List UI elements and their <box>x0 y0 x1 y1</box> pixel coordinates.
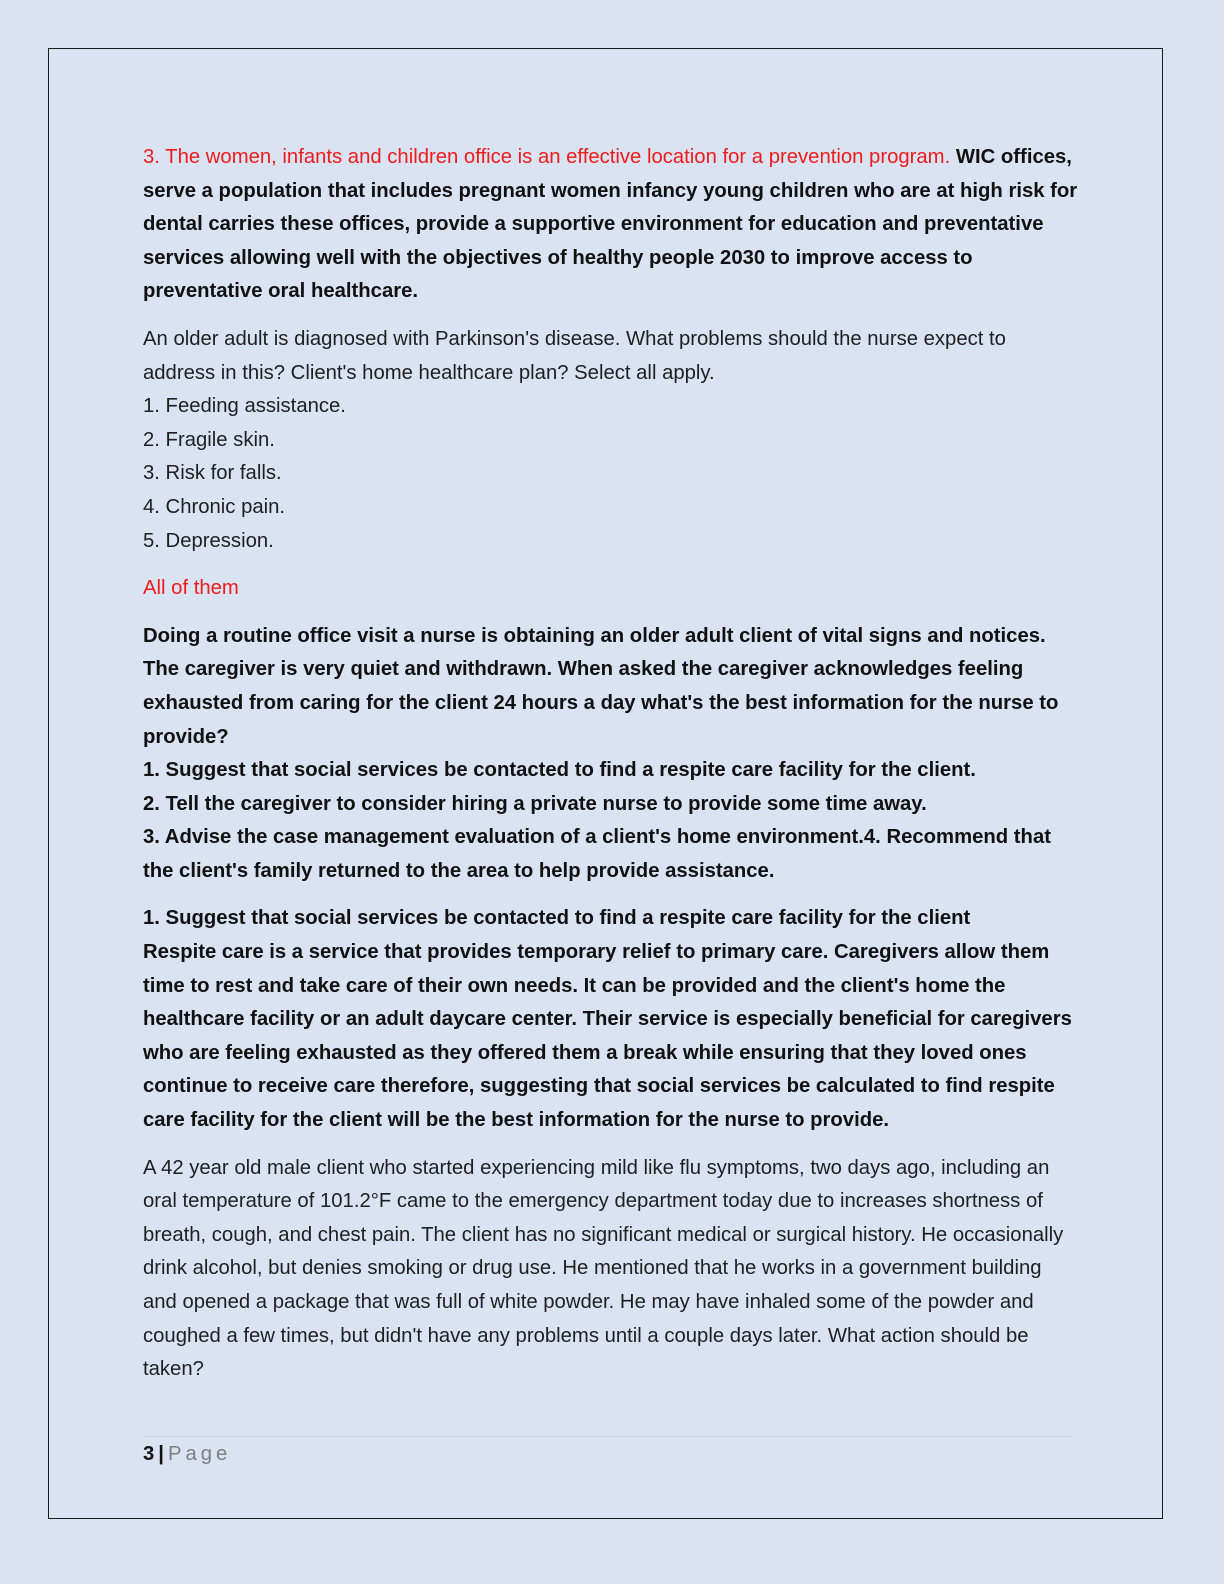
answer-rationale: Respite care is a service that provides temporary relief to primary care. Caregivers allow them time to rest and take care of their own needs. It can be provided and the client's home the healthcare facility or an adult daycare center. Their service is especially beneficial for caregivers who are feeling exhausted as they offered them a break while ensuring that they loved ones continue to receive care therefore, suggesting that social services be calculated to find respite care facility for the client will be the best information for the nurse to provide. <box>143 941 1072 1132</box>
option-item: 5. Depression. <box>143 529 274 552</box>
footer-divider <box>143 1436 1073 1437</box>
wic-answer-heading: 3. The women, infants and children office is an effective location for a prevention program. <box>143 146 951 168</box>
parkinsons-question <box>143 323 1078 558</box>
option-item: 2. Fragile skin. <box>143 428 275 451</box>
footer-separator: | <box>158 1443 164 1465</box>
option-item: 2. Tell the caregiver to consider hiring a private nurse to provide some time away. <box>143 792 927 815</box>
document-body <box>143 141 1078 1401</box>
caregiver-question <box>143 620 1078 889</box>
option-item: 4. Chronic pain. <box>143 495 286 518</box>
option-item: 3. Risk for falls. <box>143 462 282 485</box>
wic-paragraph <box>143 141 1078 309</box>
anthrax-question: A 42 year old male client who started experiencing mild like flu symptoms, two days ago, including an oral temperature of 101.2°F came to the emergency department today due to increases shortness of breath, cough, and chest pain. The client has no significant medical or surgical history. He occasionally drink alcohol, but denies smoking or drug use. He mentioned that he works in a government building and opened a package that was full of white powder. He may have inhaled some of the powder and coughed a few times, but didn't have any problems until a couple days later. What action should be taken? <box>143 1156 1064 1381</box>
caregiver-answer <box>143 902 1078 1137</box>
option-item: 3. Advise the case management evaluation of a client's home environment.4. Recommend that the client's family returned to the area to help provide assistance. <box>143 826 1051 882</box>
wic-rationale: WIC offices, serve a population that includes pregnant women infancy young children who are at high risk for dental carries these offices, provide a supportive environment for education and preventative services allowing well with the objectives of healthy people 2030 to improve access to preventative oral healthcare. <box>143 146 1078 303</box>
page-footer <box>143 1441 231 1467</box>
question-stem: An older adult is diagnosed with Parkinson's disease. What problems should the nurse expect to address in this? Client's home healthcare plan? Select all apply. <box>143 327 1006 384</box>
page-number: 3 <box>143 1443 155 1465</box>
option-item: 1. Suggest that social services be contacted to find a respite care facility for the client. <box>143 759 976 782</box>
question-stem: Doing a routine office visit a nurse is obtaining an older adult client of vital signs and notices. The caregiver is very quiet and withdrawn. When asked the caregiver acknowledges feeling exhausted from caring for the client 24 hours a day what's the best information for the nurse to provide? <box>143 624 1059 748</box>
page-label: Page <box>167 1443 232 1465</box>
option-item: 1. Feeding assistance. <box>143 395 346 418</box>
parkinsons-answer: All of them <box>143 577 239 600</box>
answer-line: 1. Suggest that social services be contacted to find a respite care facility for the client <box>143 907 971 930</box>
